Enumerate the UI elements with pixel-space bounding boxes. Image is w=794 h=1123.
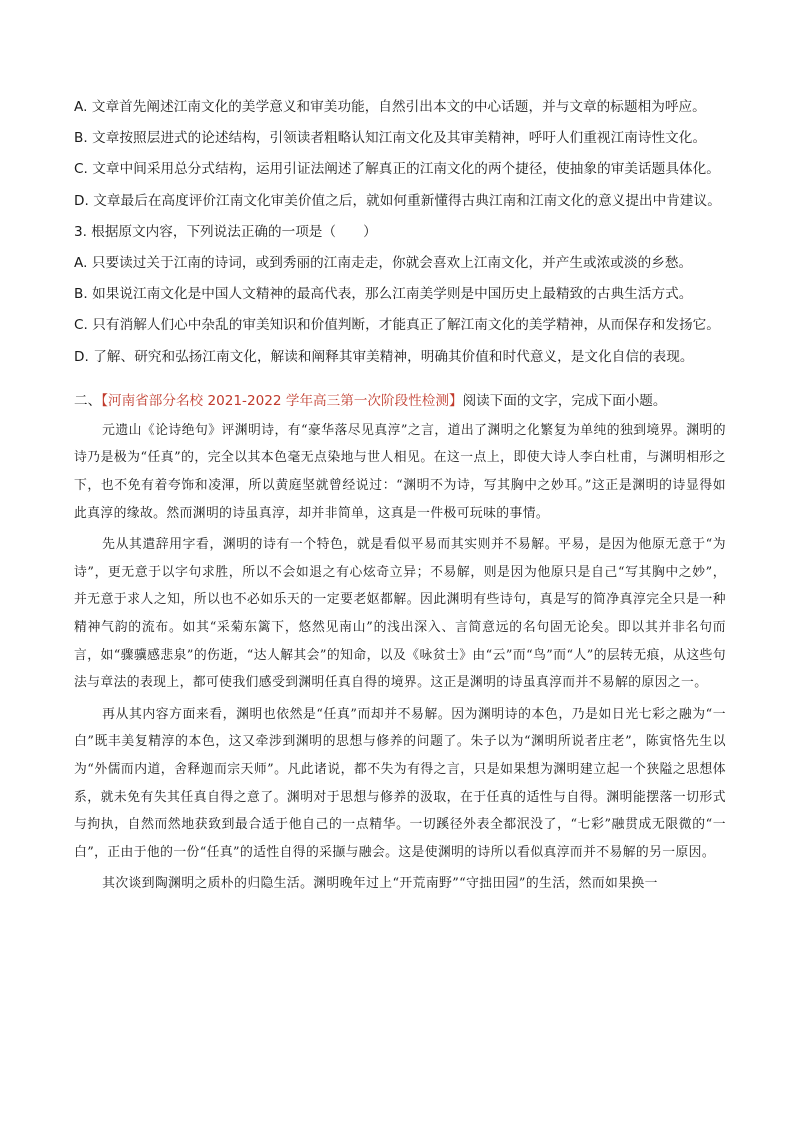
option-b[interactable]: B. 如果说江南文化是中国人文精神的最高代表，那么江南美学则是中国历史上最精致的古典生活方式。 bbox=[74, 286, 693, 303]
option-b[interactable]: B. 文章按照层进式的论述结构，引领读者粗略认知江南文化及其审美精神，呼吁人们重视江南诗性文化。 bbox=[74, 130, 707, 147]
section-number: 二、 bbox=[74, 392, 102, 409]
option-a[interactable]: A. 文章首先阐述江南文化的美学意义和审美功能，自然引出本文的中心话题，并与文章的标题相为呼应。 bbox=[74, 99, 706, 115]
option-d[interactable]: D. 了解、研究和弘扬江南文化，解读和阐释其审美精神，明确其价值和时代意义，是文化自信的表现。 bbox=[74, 348, 694, 365]
option-a[interactable]: A. 只要读过关于江南的诗词，或到秀丽的江南走走，你就会喜欢上江南文化，并产生或浓或淡的乡愁。 bbox=[74, 254, 693, 271]
passage-paragraph: 先从其遣辞用字看，渊明的诗有一个特色，就是看似平易而其实则并不易解。平易，是因为他原无意于“为诗”，更无意于以字句求胜，所以不会如退之有心炫奇立异；不易解，则是因为他原只是自己“写其胸中之妙”，并无意于求人之知，所以也不必如乐天的一定要老妪都解。因此渊明有些诗句，真是写的简净真淳完全只是一种精神气韵的流布。如其“采菊东篱下，悠然见南山”的浅出深入、言简意远的名句固无论矣。即以其并非名句而言，如“骤骥感悲泉”的伤逝，“达人解其会”的知命，以及《咏贫士》由“云”而“鸟”而“人”的层转无痕，从这些句法与章法的表现上，都可使我们感受到渊明任真自得的境界。这正是渊明的诗虽真淳而并不易解的原因之一。 bbox=[74, 537, 726, 691]
passage-paragraph: 再从其内容方面来看，渊明也依然是“任真”而却并不易解。因为渊明诗的本色，乃是如日光七彩之融为“一白”既丰美复精淳的本色，这又牵涉到渊明的思想与修养的问题了。朱子以为“渊明所说者庄老”，陈寅恪先生以为“外儒而内道，舍释迦而宗天师”。凡此诸说，都不失为有得之言，只是如果想为渊明建立起一个狭隘之思想体系，就未免有失其任真自得之意了。渊明对于思想与修养的汲取，在于任真的适性与自得。渊明能摆落一切形式与拘执，自然而然地获致到最合适于他自己的一点精华。一切蹊径外表全都泯没了，“七彩”融贯成无限微的“一白”，正由于他的一份“任真”的适性自得的采撷与融会。这是使渊明的诗所以看似真淳而并不易解的另一原因。 bbox=[74, 706, 726, 860]
question-3 bbox=[74, 217, 726, 373]
source-label: 【河南省部分名校 2021-2022 学年高三第一次阶段性检测】 bbox=[101, 392, 463, 409]
option-c[interactable]: C. 文章中间采用总分式结构，运用引证法阐述了解真正的江南文化的两个捷径，使抽象的审美话题具体化。 bbox=[74, 161, 720, 178]
section-heading bbox=[74, 386, 726, 417]
reading-passage bbox=[74, 417, 726, 898]
document-page bbox=[74, 92, 726, 898]
option-c[interactable]: C. 只有消解人们心中杂乱的审美知识和价值判断，才能真正了解江南文化的美学精神，从而保存和发扬它。 bbox=[74, 317, 720, 334]
passage-paragraph: 其次谈到陶渊明之质朴的归隐生活。渊明晚年过上“开荒南野”“守拙田园”的生活，然而如果换一 bbox=[102, 876, 658, 892]
passage-paragraph: 元遗山《论诗绝句》评渊明诗，有“豪华落尽见真淳”之言，道出了渊明之化繁复为单纯的独到境界。渊明的诗乃是极为“任真”的，完全以其本色毫无点染地与世人相见。在这一点上，即使大诗人李白杜甫，与渊明相形之下，也不免有着夸饰和凌渾，所以黄庭坚就曾经说过：“渊明不为诗，写其胸中之妙耳。”这正是渊明的诗显得如此真淳的缘故。然而渊明的诗虽真淳，却并非简单，这真是一件极可玩味的事情。 bbox=[74, 422, 726, 521]
question-stem: 3. 根据原文内容，下列说法正确的一项是（ ） bbox=[74, 223, 377, 240]
question-2-options bbox=[74, 92, 726, 217]
section-instruction: 阅读下面的文字，完成下面小题。 bbox=[462, 392, 667, 409]
option-d[interactable]: D. 文章最后在高度评价江南文化审美价值之后，就如何重新懂得古典江南和江南文化的意义提出中肯建议。 bbox=[74, 192, 721, 209]
